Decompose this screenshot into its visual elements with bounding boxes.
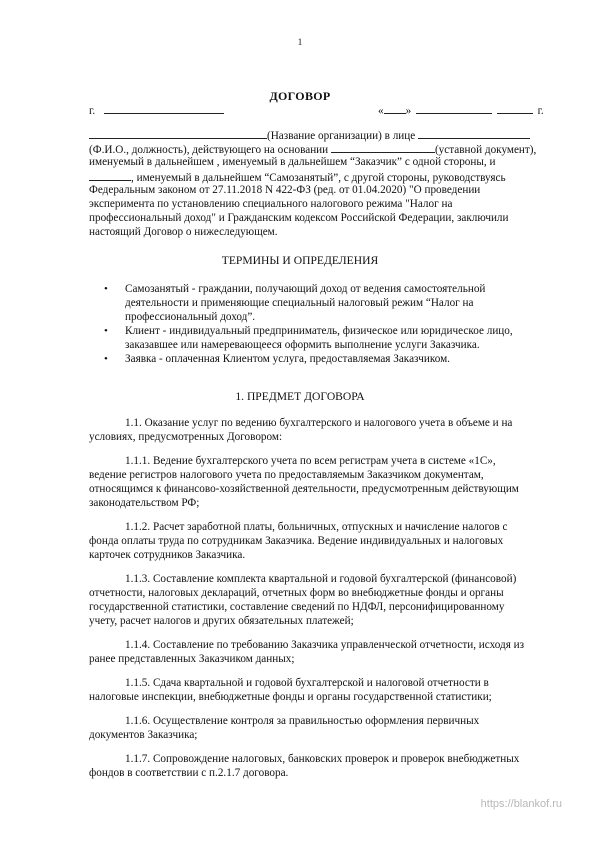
date-line [378,103,544,117]
preamble-line-6: эксперимента по установлению специального налогового режима "Налог на [89,198,453,210]
preamble-text-2a: (Ф.И.О., должность), действующего на основании [89,144,329,156]
bullet-icon: • [104,353,108,365]
clause-1-1-2-line-3: карточек сотрудников Заказчика. [89,549,246,561]
representative-blank [418,128,530,139]
bullet-icon: • [104,283,108,295]
date-quote-close: » [405,105,412,117]
year-blank [497,103,533,114]
term-1-line-1: Самозанятый - граждании, получающий доход от ведения самостоятельной [125,283,486,295]
preamble-text-1: (Название организации) в лице [267,130,416,142]
month-blank [416,103,492,114]
clause-1-1-5-line-2: налоговые инспекции, внебюджетные фонды и органы государственной статистики; [89,691,492,703]
clause-1-1-line-2: условиях, предусмотренных Договором: [89,431,283,443]
terms-heading: ТЕРМИНЫ И ОПРЕДЕЛЕНИЯ [221,254,379,267]
city-line [89,103,224,117]
clause-1-1-4-line-1: 1.1.4. Составление по требованию Заказчика управленческой отчетности, исходя из [125,639,525,651]
org-blank [89,128,267,139]
preamble-line-8: настоящий Договор о нижеследующем. [89,226,278,238]
term-2-line-2: заказавшее или намеревающееся оформить выполнение услуги Заказчика. [125,339,480,351]
clause-1-1-7-line-1: 1.1.7. Сопровождение налоговых, банковских проверок и проверок внебюджетных [125,753,520,765]
clause-1-1-4-line-2: ранее представленных Заказчиком данных; [89,653,295,665]
term-1-line-2: деятельности и применяющие специальный налоговый режим “Налог на [125,297,474,309]
clause-1-1-2-line-2: фонда оплаты труда по сотрудникам Заказчика. Ведение индивидуальных и налоговых [89,535,504,547]
clause-1-1-6-line-2: документов Заказчика; [89,729,198,741]
preamble-line-4 [89,170,506,184]
document-title: ДОГОВОР [269,89,331,103]
clause-1-1-7-line-2: фондов в соответствии с п.2.1.7 договора. [89,767,289,779]
day-blank [384,103,406,114]
clause-1-1-1-line-2: ведение регистров налогового учета по предоставляемым Заказчиком документам, [89,469,484,481]
page-number: 1 [297,37,303,47]
clause-1-1-2-line-1: 1.1.2. Расчет заработной платы, больничных, отпускных и начисление налогов с [125,521,508,533]
clause-1-1-line-1: 1.1. Оказание услуг по ведению бухгалтерского и налогового учета в объеме и на [125,417,513,429]
term-2-line-1: Клиент - индивидуальный предприниматель, физическое или юридическое лицо, [125,325,513,337]
preamble-text-2b: (уставной документ), [434,144,537,156]
year-suffix: г. [537,105,544,117]
clause-1-1-6-line-1: 1.1.6. Осуществление контроля за правильностью оформления первичных [125,715,480,727]
date-quote-open: « [378,105,384,117]
basis-blank [331,142,435,153]
clause-1-1-5-line-1: 1.1.5. Сдача квартальной и годовой бухгалтерской и налоговой отчетности в [125,677,489,689]
clause-1-1-3-line-3: государственной статистики, составление сведений по НДФЛ, персонифицированному [89,601,505,613]
preamble-line-7: профессиональный доход" и Гражданским кодексом Российской Федерации, заключили [89,212,509,224]
city-blank [104,103,224,114]
city-prefix: г. [89,105,96,117]
self-employed-blank [89,170,131,181]
preamble-line-2 [89,142,536,156]
clause-1-1-3-line-4: учету, расчет налогов и других обязательных платежей; [89,615,354,627]
preamble-text-4: , именуемый в дальнейшем “Самозанятый”, с другой стороны, руководствуясь [131,172,506,184]
clause-1-1-3-line-2: отчетности, налоговых деклараций, отчетных форм во внебюджетные фонды и органы [89,587,504,599]
clause-1-1-1-line-4: законодательством РФ; [89,497,200,509]
clause-1-1-3-line-1: 1.1.3. Составление комплекта квартальной и годовой бухгалтерской (финансовой) [125,573,517,585]
preamble-line-5: Федеральным законом от 27.11.2018 N 422-ФЗ (ред. от 01.04.2020) "О проведении [89,184,481,196]
clause-1-1-1-line-3: относящимся к финансово-хозяйственной деятельности, предусмотренным действующим [89,483,519,495]
clause-1-1-1-line-1: 1.1.1. Ведение бухгалтерского учета по всем регистрам учета в системе «1С», [125,455,496,467]
term-1-line-3: профессиональный доход”. [125,311,256,323]
section-1-heading: 1. ПРЕДМЕТ ДОГОВОРА [235,390,365,403]
term-3-line-1: Заявка - оплаченная Клиентом услуга, предоставляемая Заказчиком. [125,353,450,365]
bullet-icon: • [104,325,108,337]
preamble-line-1 [89,128,530,142]
preamble-line-3: именуемый в дальнейшем , именуемый в дальнейшем “Заказчик” с одной стороны, и [89,156,496,168]
watermark: https://blankof.ru [480,798,562,810]
